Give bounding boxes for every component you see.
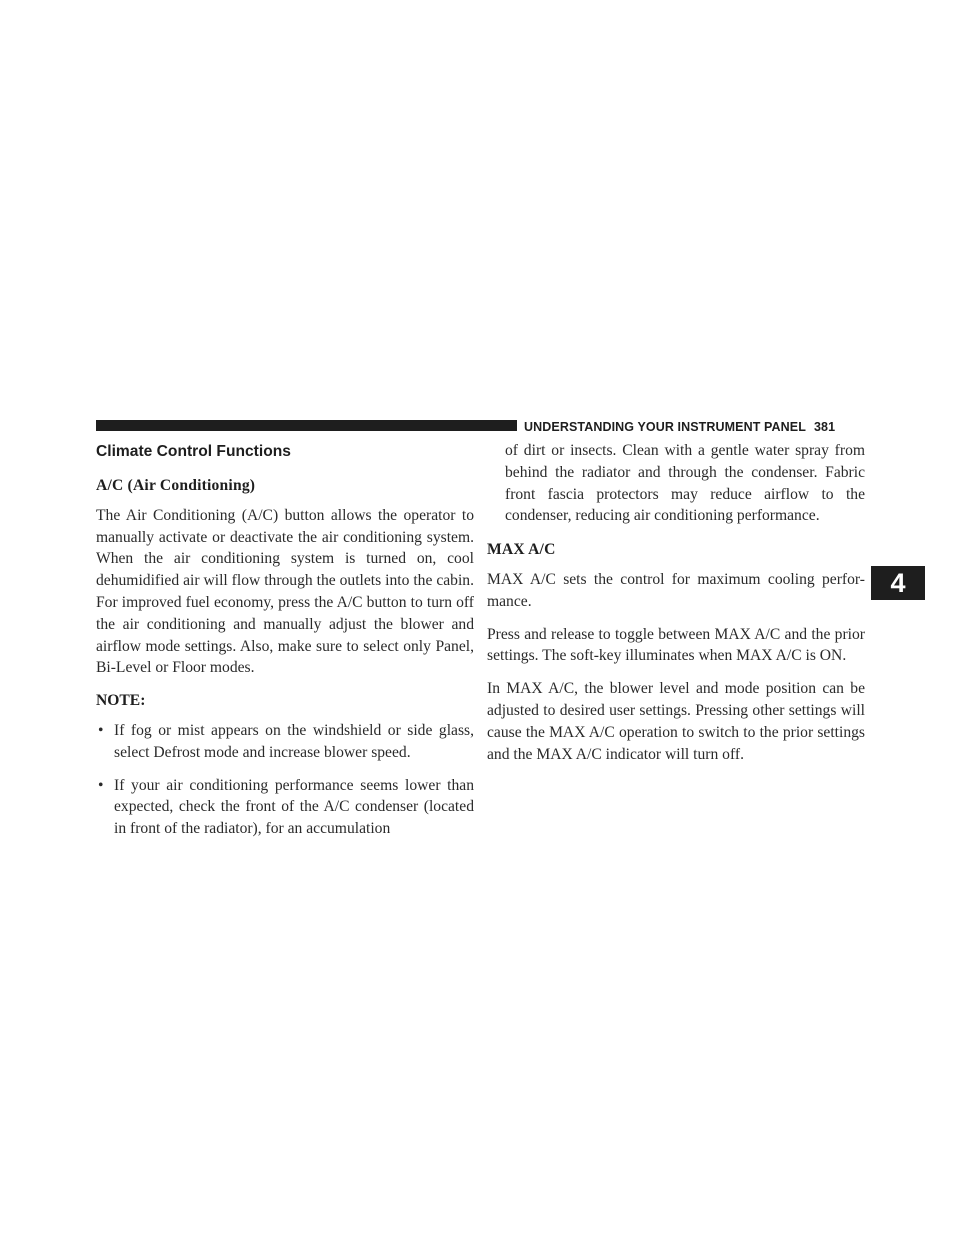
continued-bullet-text: of dirt or insects. Clean with a gentle water spray from behind the radiator and through the condenser. Fabric front fascia protectors may reduce airflow to the condenser, reducing air conditioning performance. [505,442,865,525]
list-item-text: If your air conditioning performance seems lower than expected, check the front of the A/C condenser (located in front of the radiator), for an accumulation [114,776,474,838]
chapter-tab: 4 [871,566,925,600]
running-header [524,420,835,434]
bullet-icon: • [98,721,104,739]
note-label: NOTE: [96,692,146,710]
section-title: Climate Control Functions [96,443,291,460]
left-column [96,440,474,851]
list-item [96,720,474,764]
note-list [96,720,474,840]
page-number: 381 [813,420,836,434]
header-title: UNDERSTANDING YOUR INSTRUMENT PANEL [524,420,806,434]
bullet-icon: • [98,776,104,794]
list-item-text: If fog or mist appears on the windshield or side glass, select Defrost mode and increase blower speed. [114,721,474,761]
paragraph-ac: The Air Conditioning (A/C) button allows the operator to manually activate or deactivate the air conditioning system. When the air conditioning system is turned on, cool dehumidified air will flow through the outlets into the cabin. For improved fuel economy, press the A/C button to turn off the air conditioning and manually adjust the blower and airflow mode settings. Also, make sure to select only Panel, Bi-Level or Floor modes. [96,506,474,677]
subhead-ac: A/C (Air Conditioning) [96,477,256,494]
subhead-max-ac: MAX A/C [487,541,556,559]
right-column [487,440,865,776]
paragraph-max-2: Press and release to toggle between MAX A/C and the prior settings. The soft-key illuminates when MAX A/C is ON. [487,625,865,665]
header-rule [96,420,517,431]
paragraph-max-1: MAX A/C sets the control for maximum cooling perfor-mance. [487,570,865,610]
paragraph-max-3: In MAX A/C, the blower level and mode position can be adjusted to desired user settings. Pressing other settings will cause the MAX A/C operation to switch to the prior settings and the MAX A/C indicator will turn off. [487,680,865,763]
list-item [96,775,474,840]
